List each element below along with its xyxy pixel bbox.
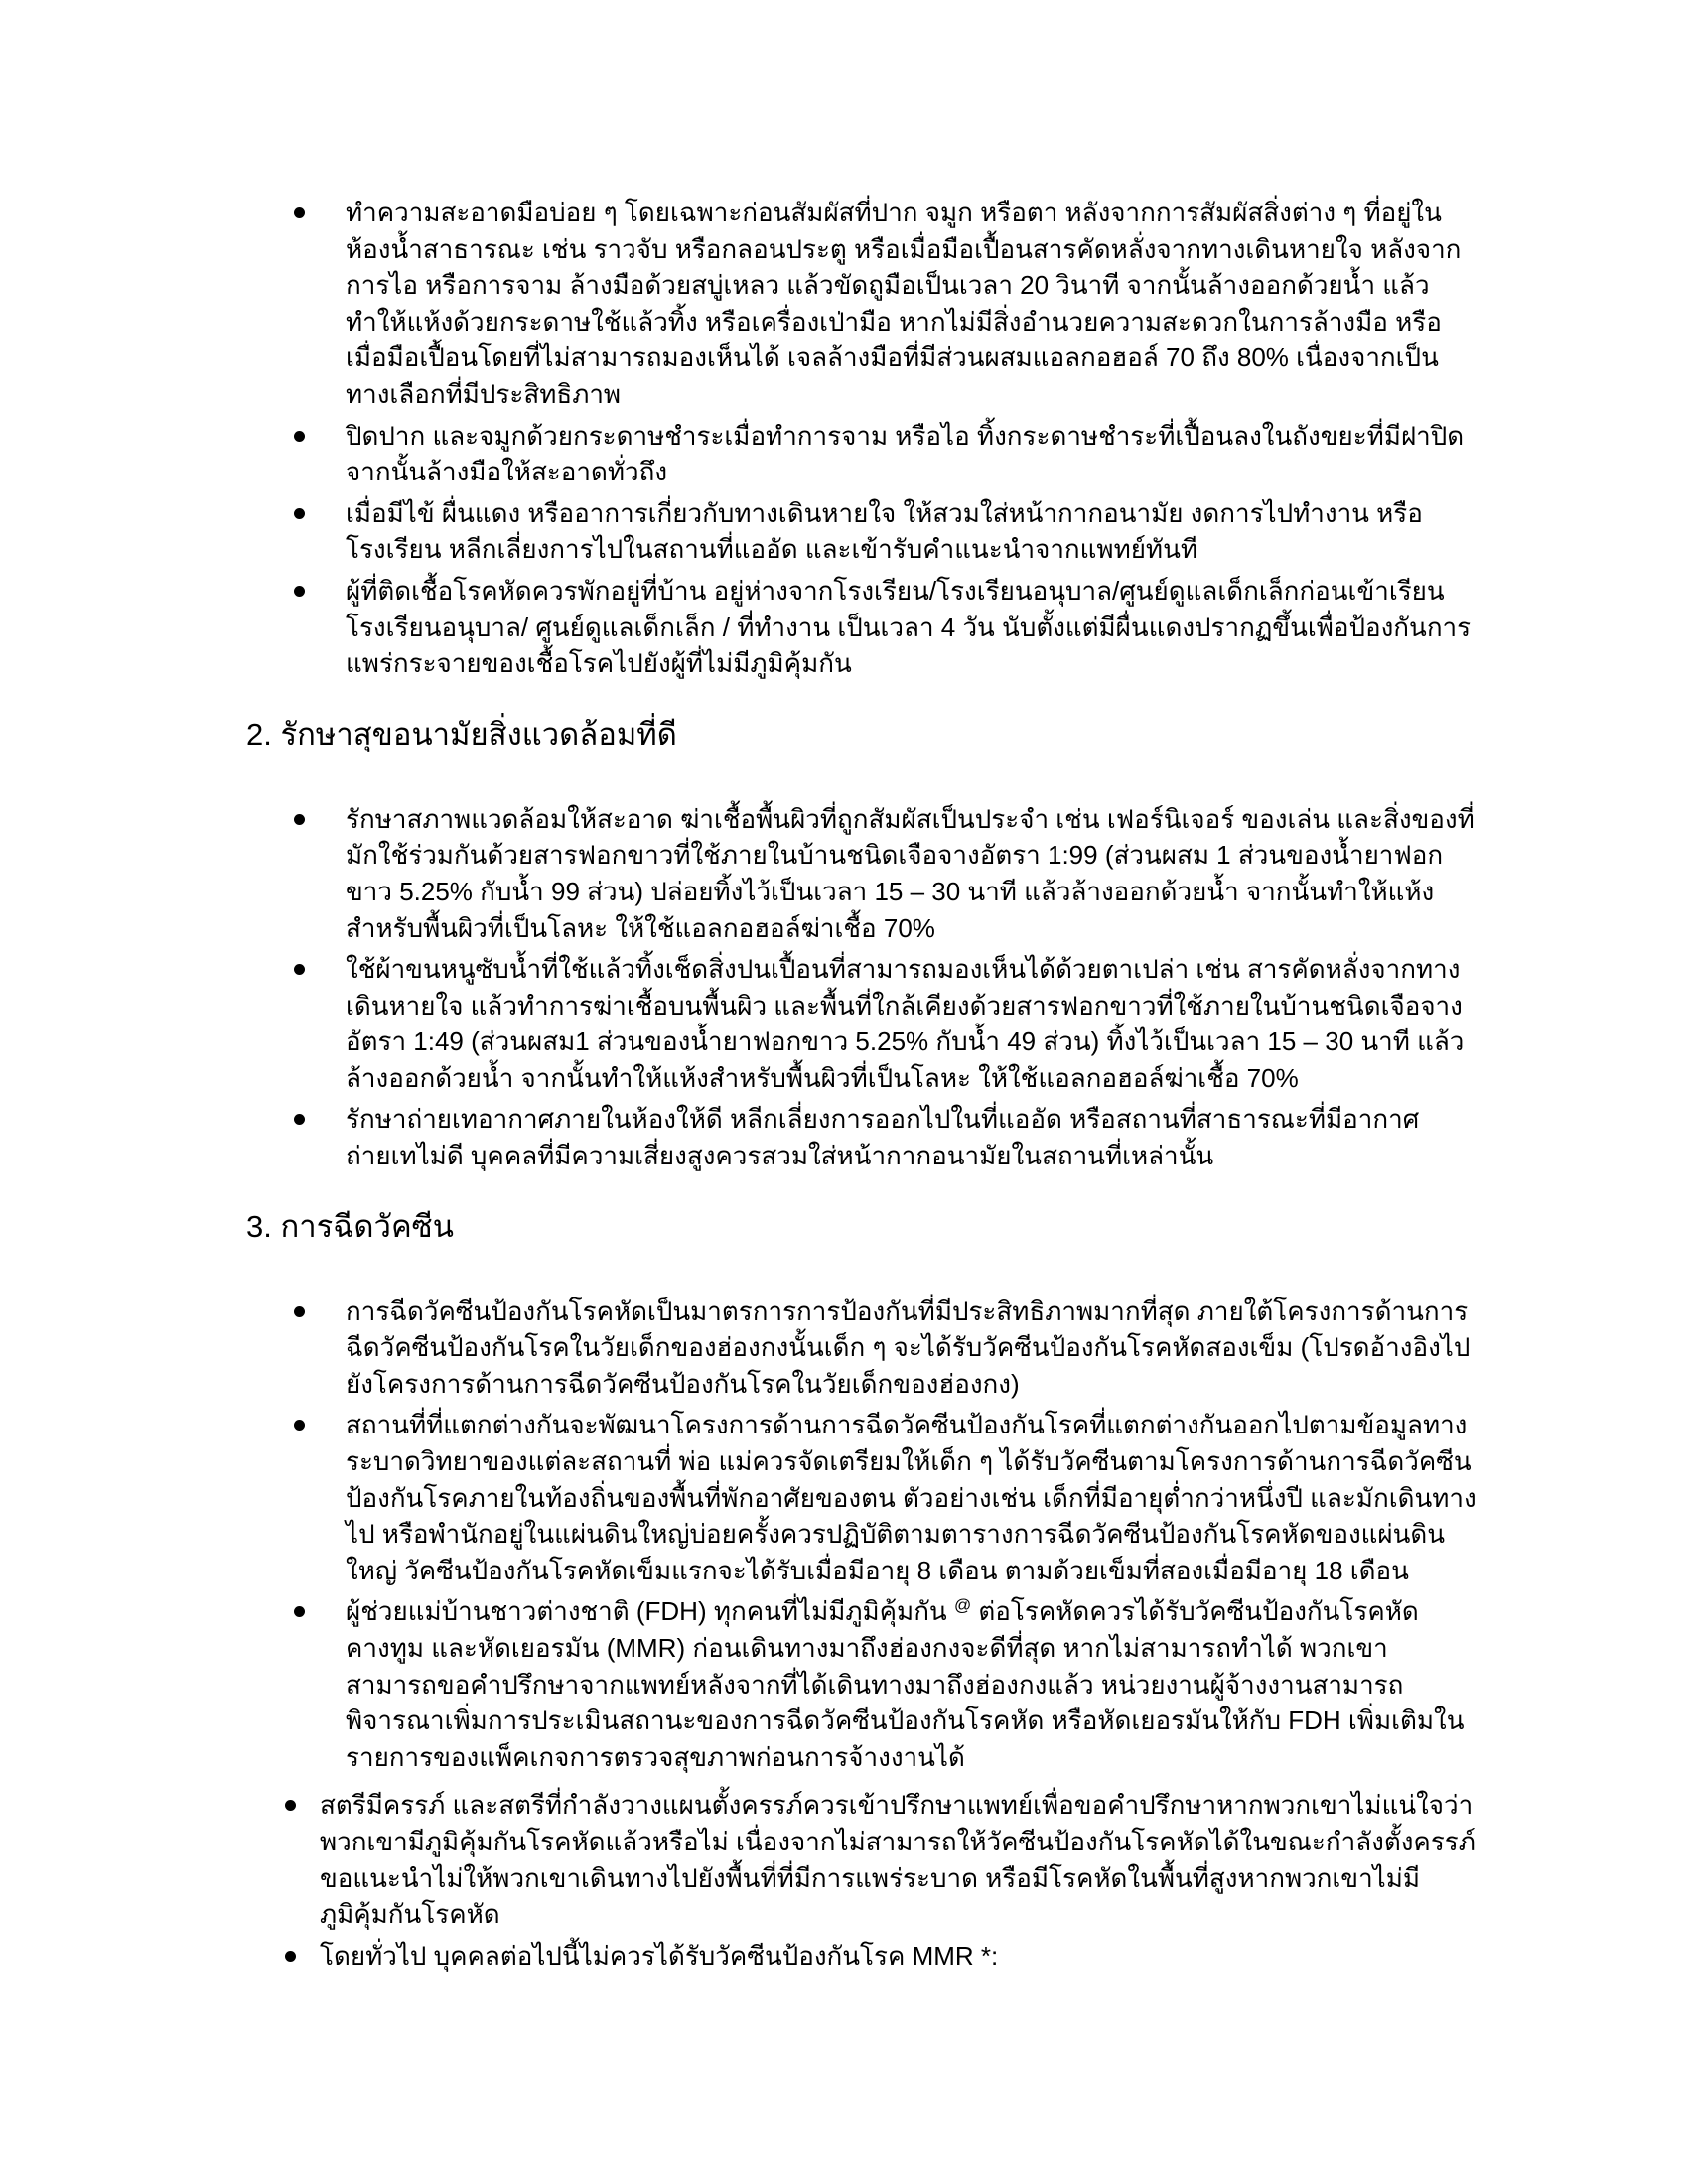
bullet-icon [294,1114,305,1125]
list-item-ventilation [294,1101,1477,1173]
list-item-text: ปิดปาก และจมูกด้วยกระดาษชำระเมื่อทำการจาม หรือไอ ทิ้งกระดาษชำระที่เปื้อนลงในถังขยะที่มีฝาปิด จากนั้นล้างมือให้สะอาดทั่วถึง [346,420,1465,487]
list-item-local-programmes [294,1407,1477,1588]
bullet-icon [294,1606,305,1617]
list-item-text: ผู้ที่ติดเชื้อโรคหัดควรพักอยู่ที่บ้าน อยู่ห่างจากโรงเรียน/โรงเรียนอนุบาล/ศูนย์ดูแลเด็กเล็กก่อนเข้าเรียนโรงเรียนอนุบาล/ ศูนย์ดูแลเด็กเล็ก / ที่ทำงาน เป็นเวลา 4 วัน นับตั้งแต่มีผื่นแดงปรากฏขึ้นเพื่อป้องกันการแพร่กระจายของเชื้อโรคไปยังผู้ที่ไม่มีภูมิคุ้มกัน [346,575,1472,679]
section-heading-vaccination: 3. การฉีดวัคซีน [246,1208,454,1244]
list-item-mmr-contraindicated [285,1938,1477,1975]
bullet-icon [285,1800,296,1811]
environment-list [294,801,1477,1174]
list-item-text [346,1596,1464,1771]
bullet-icon [294,814,305,825]
hygiene-list [294,195,1477,682]
list-item-fdh [294,1593,1477,1775]
bullet-icon [285,1951,296,1962]
bullet-icon [294,1420,305,1431]
list-item-wipe-contamination [294,951,1477,1096]
bullet-icon [294,207,305,218]
list-item-text: รักษาถ่ายเทอากาศภายในห้องให้ดี หลีกเลี่ยงการออกไปในที่แออัด หรือสถานที่สาธารณะที่มีอากาศถ่ายเทไม่ดี บุคคลที่มีความเสี่ยงสูงควรสวมใส่หน้ากากอนามัยในสถานที่เหล่านั้น [346,1104,1420,1171]
list-item-stay-home [294,573,1477,682]
vaccination-list [294,1294,1477,1975]
section-heading-environment: 2. รักษาสุขอนามัยสิ่งแวดล้อมที่ดี [246,716,677,751]
list-item-pregnant-women [285,1787,1477,1932]
list-item-clean-hands [294,195,1477,413]
bullet-icon [294,508,305,519]
bullet-icon [294,1306,305,1317]
list-item-text: เมื่อมีไข้ ผื่นแดง หรืออาการเกี่ยวกับทางเดินหายใจ ให้สวมใส่หน้ากากอนามัย งดการไปทำงาน หรือโรงเรียน หลีกเลี่ยงการไปในสถานที่แออัด และเข้ารับคำแนะนำจากแพทย์ทันที [346,497,1423,565]
list-item-text: โดยทั่วไป บุคคลต่อไปนี้ไม่ควรได้รับวัคซีนป้องกันโรค MMR *: [320,1940,999,1971]
list-item-cover-mouth [294,418,1477,490]
list-item-two-doses [294,1294,1477,1403]
bullet-icon [294,586,305,597]
list-item-text: การฉีดวัคซีนป้องกันโรคหัดเป็นมาตรการการป้องกันที่มีประสิทธิภาพมากที่สุด ภายใต้โครงการด้านการฉีดวัคซีนป้องกันโรคในวัยเด็กของฮ่องกงนั้นเด็ก ๆ จะได้รับวัคซีนป้องกันโรคหัดสองเข็ม (โปรดอ้างอิงไปยังโครงการด้านการฉีดวัคซีนป้องกันโรคในวัยเด็กของฮ่องกง) [346,1296,1471,1399]
bullet-icon [294,964,305,975]
list-item-text: รักษาสภาพแวดล้อมให้สะอาด ฆ่าเชื้อพื้นผิวที่ถูกสัมผัสเป็นประจำ เช่น เฟอร์นิเจอร์ ของเล่น และสิ่งของที่มักใช้ร่วมกันด้วยสารฟอกขาวที่ใช้ภายในบ้านชนิดเจือจางอัตรา 1:99 (ส่วนผสม 1 ส่วนของน้ำยาฟอกขาว 5.25% กับน้ำ 99 ส่วน) ปล่อยทิ้งไว้เป็นเวลา 15 – 30 นาที แล้วล้างออกด้วยน้ำ จากนั้นทำให้แห้ง สำหรับพื้นผิวที่เป็นโลหะ ให้ใช้แอลกอฮอล์ฆ่าเชื้อ 70% [346,803,1475,943]
list-item-text: สถานที่ที่แตกต่างกันจะพัฒนาโครงการด้านการฉีดวัคซีนป้องกันโรคที่แตกต่างกันออกไปตามข้อมูลทางระบาดวิทยาของแต่ละสถานที่ พ่อ แม่ควรจัดเตรียมให้เด็ก ๆ ได้รับวัคซีนตามโครงการด้านการฉีดวัคซีนป้องกันโรคภายในท้องถิ่นของพื้นที่พักอาศัยของตน ตัวอย่างเช่น เด็กที่มีอายุต่ำกว่าหนึ่งปี และมักเดินทางไป หรือพำนักอยู่ในแผ่นดินใหญ่บ่อยครั้งควรปฏิบัติตามตารางการฉีดวัคซีนป้องกันโรคหัดของแผ่นดินใหญ่ วัคซีนป้องกันโรคหัดเข็มแรกจะได้รับเมื่อมีอายุ 8 เดือน ตามด้วยเข็มที่สองเมื่อมีอายุ 18 เดือน [346,1410,1477,1585]
bullet-icon [294,431,305,442]
fdh-text-before: ผู้ช่วยแม่บ้านชาวต่างชาติ (FDH) ทุกคนที่ไม่มีภูมิคุ้มกัน [346,1596,954,1627]
list-item-disinfect-surfaces [294,801,1477,946]
list-item-fever-mask [294,495,1477,568]
footnote-marker-at: @ [953,1595,972,1615]
list-item-text: ทำความสะอาดมือบ่อย ๆ โดยเฉพาะก่อนสัมผัสที่ปาก จมูก หรือตา หลังจากการสัมผัสสิ่งต่าง ๆ ที่อยู่ในห้องน้ำสาธารณะ เช่น ราวจับ หรือกลอนประตู หรือเมื่อมือเปื้อนสารคัดหลั่งจากทางเดินหายใจ หลังจากการไอ หรือการจาม ล้างมือด้วยสบู่เหลว แล้วขัดถูมือเป็นเวลา 20 วินาที จากนั้นล้างออกด้วยน้ำ แล้วทำให้แห้งด้วยกระดาษใช้แล้วทิ้ง หรือเครื่องเป่ามือ หากไม่มีสิ่งอำนวยความสะดวกในการล้างมือ หรือเมื่อมือเปื้อนโดยที่ไม่สามารถมองเห็นได้ เจลล้างมือที่มีส่วนผสมแอลกอฮอล์ 70 ถึง 80% เนื่องจากเป็นทางเลือกที่มีประสิทธิภาพ [346,198,1462,409]
fdh-text-after: ต่อโรคหัดควรได้รับวัคซีนป้องกันโรคหัด คางทูม และหัดเยอรมัน (MMR) ก่อนเดินทางมาถึงฮ่องกงจะดีที่สุด หากไม่สามารถทำได้ พวกเขาสามารถขอคำปรึกษาจากแพทย์หลังจากที่ได้เดินทางมาถึงฮ่องกงแล้ว หน่วยงานผู้จ้างงานสามารถพิจารณาเพิ่มการประเมินสถานะของการฉีดวัคซีนป้องกันโรคหัด หรือหัดเยอรมันให้กับ FDH เพิ่มเติมในรายการของแพ็คเกจการตรวจสุขภาพก่อนการจ้างงานได้ [346,1596,1465,1772]
list-item-text: สตรีมีครรภ์ และสตรีที่กำลังวางแผนตั้งครรภ์ควรเข้าปรึกษาแพทย์เพื่อขอคำปรึกษาหากพวกเขาไม่แน่ใจว่าพวกเขามีภูมิคุ้มกันโรคหัดแล้วหรือไม่ เนื่องจากไม่สามารถให้วัคซีนป้องกันโรคหัดได้ในขณะกำลังตั้งครรภ์ ขอแนะนำไม่ให้พวกเขาเดินทางไปยังพื้นที่ที่มีการแพร่ระบาด หรือมีโรคหัดในพื้นที่สูงหากพวกเขาไม่มีภูมิคุ้มกันโรคหัด [320,1790,1476,1930]
list-item-text: ใช้ผ้าขนหนูซับน้ำที่ใช้แล้วทิ้งเช็ดสิ่งปนเปื้อนที่สามารถมองเห็นได้ด้วยตาเปล่า เช่น สารคัดหลั่งจากทางเดินหายใจ แล้วทำการฆ่าเชื้อบนพื้นผิว และพื้นที่ใกล้เคียงด้วยสารฟอกขาวที่ใช้ภายในบ้านชนิดเจือจางอัตรา 1:49 (ส่วนผสม1 ส่วนของน้ำยาฟอกขาว 5.25% กับน้ำ 49 ส่วน) ทิ้งไว้เป็นเวลา 15 – 30 นาที แล้วล้างออกด้วยน้ำ จากนั้นทำให้แห้งสำหรับพื้นผิวที่เป็นโลหะ ให้ใช้แอลกอฮอล์ฆ่าเชื้อ 70% [346,954,1465,1093]
